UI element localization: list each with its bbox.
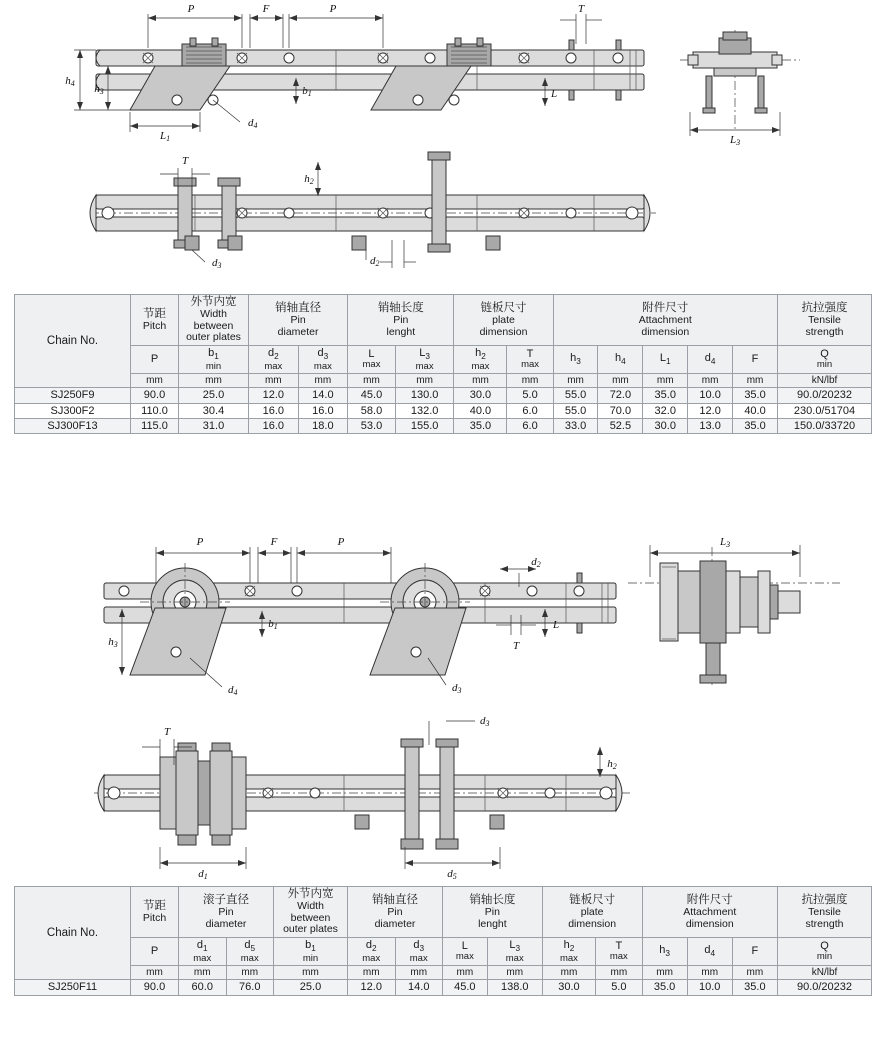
unit-l3: mm — [487, 966, 542, 980]
sym-t: T — [526, 348, 534, 361]
sym-l3: $L_3$ — [509, 939, 521, 954]
cell: 52.5 — [598, 418, 643, 433]
cell: 35.0 — [733, 388, 778, 403]
unit-d5: mm — [226, 966, 274, 980]
cell: 55.0 — [553, 403, 598, 418]
cell: 5.0 — [596, 980, 642, 995]
sym-p: P — [150, 353, 159, 366]
group-cn-tensile: 抗拉强度 — [801, 301, 848, 314]
sym-q: Q — [820, 348, 829, 361]
group-cn-pitch: 节距 — [143, 307, 166, 320]
cell: 40.0 — [733, 403, 778, 418]
unit-l3: mm — [395, 374, 454, 388]
unit-q: kN/lbf — [778, 374, 872, 388]
cell: 130.0 — [395, 388, 454, 403]
chain-no: SJ300F2 — [15, 403, 131, 418]
cell: 35.0 — [454, 418, 507, 433]
group-en-pin-dia-1: Pin — [387, 905, 403, 918]
cell: 90.0 — [131, 388, 179, 403]
svg-text:d5: d5 — [447, 868, 457, 880]
cell: 10.0 — [687, 980, 732, 995]
conveyor-chain-roller-attachment-drawing-bottom — [0, 525, 886, 880]
sym-h3: $h_3$ — [570, 352, 581, 367]
cell: 10.0 — [688, 388, 733, 403]
table-row — [15, 418, 872, 433]
group-en-width-1: Width — [200, 307, 227, 320]
svg-text:d3: d3 — [480, 715, 490, 728]
svg-text:L3: L3 — [729, 134, 741, 147]
unit-h2: mm — [542, 966, 595, 980]
svg-text:T: T — [512, 640, 520, 652]
svg-text:h2: h2 — [607, 758, 617, 771]
sym-l-q: max — [362, 359, 381, 371]
svg-text:h2: h2 — [304, 173, 314, 186]
cell: 53.0 — [348, 418, 396, 433]
cell: 40.0 — [454, 403, 507, 418]
cell: 30.0 — [542, 980, 595, 995]
cell: 55.0 — [553, 388, 598, 403]
unit-h2: mm — [454, 374, 507, 388]
table-row — [15, 403, 872, 418]
chain-no: SJ300F13 — [15, 418, 131, 433]
unit-h4: mm — [598, 374, 643, 388]
unit-f: mm — [732, 966, 777, 980]
sym-l3: $L_3$ — [419, 347, 430, 362]
sym-q-q: min — [816, 359, 833, 371]
group-en-pin-len-1: Pin — [484, 905, 500, 918]
sym-d2-q: max — [264, 360, 283, 372]
svg-text:F: F — [262, 3, 270, 15]
sym-b1-q: min — [205, 360, 222, 372]
sym-d3-q: max — [313, 360, 332, 372]
sym-l: L — [461, 940, 468, 953]
group-en-tensile-1: Tensile — [808, 313, 841, 326]
sym-b1: $b_1$ — [305, 939, 316, 954]
svg-text:d2: d2 — [531, 556, 541, 569]
svg-text:T: T — [181, 155, 189, 167]
cell: 72.0 — [598, 388, 643, 403]
group-en-width-3: outer plates — [283, 923, 338, 936]
cell: 35.0 — [642, 980, 687, 995]
sym-d1-q: max — [193, 952, 212, 964]
cell: 30.0 — [454, 388, 507, 403]
cell: 12.0 — [249, 388, 299, 403]
unit-p: mm — [131, 374, 179, 388]
svg-text:P: P — [337, 536, 345, 548]
svg-text:L: L — [552, 619, 560, 631]
group-en-attachment-1: Attachment — [683, 905, 737, 918]
cell: 70.0 — [598, 403, 643, 418]
unit-d3: mm — [298, 374, 348, 388]
sym-h2: $h_2$ — [563, 939, 575, 954]
sym-h2-q: max — [471, 360, 490, 372]
cell: 138.0 — [487, 980, 542, 995]
group-en-tensile-1: Tensile — [808, 905, 841, 918]
svg-text:d4: d4 — [248, 117, 258, 130]
group-en-pin-len-2: lenght — [478, 917, 507, 930]
sym-l1: $L_1$ — [659, 352, 671, 367]
unit-d1: mm — [179, 966, 227, 980]
group-en-plate-1: plate — [492, 313, 515, 326]
sym-q-q: min — [816, 951, 833, 963]
svg-text:h3: h3 — [94, 83, 104, 96]
cell: 60.0 — [179, 980, 227, 995]
unit-d3: mm — [395, 966, 443, 980]
group-cn-width: 外节内宽 — [190, 296, 237, 308]
group-en-tensile-2: strength — [805, 325, 844, 338]
group-en-roller-dia-2: diameter — [205, 917, 247, 930]
unit-h3: mm — [642, 966, 687, 980]
group-cn-roller-dia: 滚子直径 — [203, 893, 249, 906]
sym-h2: $h_2$ — [475, 347, 486, 362]
unit-l: mm — [348, 374, 396, 388]
sym-d3-q: max — [409, 952, 428, 964]
sym-b1-q: min — [302, 952, 319, 964]
cell: 115.0 — [131, 418, 179, 433]
cell: 35.0 — [732, 980, 777, 995]
group-cn-plate: 链板尺寸 — [569, 893, 616, 906]
sym-d2-q: max — [362, 952, 381, 964]
unit-l: mm — [443, 966, 488, 980]
sym-h3: $h_3$ — [659, 944, 670, 959]
cell: 35.0 — [733, 418, 778, 433]
cell: 32.0 — [643, 403, 688, 418]
cell: 16.0 — [298, 403, 348, 418]
sym-d1: $d_1$ — [196, 939, 208, 954]
chain-no-header: Chain No. — [15, 295, 131, 388]
svg-text:P: P — [329, 3, 337, 15]
sym-t: T — [615, 940, 623, 953]
unit-b1: mm — [274, 966, 348, 980]
unit-b1: mm — [179, 374, 249, 388]
group-en-pitch: Pitch — [142, 911, 167, 924]
sym-h2-q: max — [559, 952, 578, 964]
group-en-plate-2: dimension — [479, 325, 528, 338]
cell: 110.0 — [131, 403, 179, 418]
svg-text:P: P — [196, 536, 204, 548]
sym-d5: $d_5$ — [244, 939, 256, 954]
group-en-pin-dia-1: Pin — [290, 313, 306, 326]
unit-h3: mm — [553, 374, 598, 388]
svg-text:d1: d1 — [198, 868, 208, 880]
svg-text:d3: d3 — [212, 257, 222, 270]
cell: 30.0 — [643, 418, 688, 433]
cell: 230.0/51704 — [778, 403, 872, 418]
svg-text:d3: d3 — [452, 682, 462, 695]
cell: 18.0 — [298, 418, 348, 433]
cell: 58.0 — [348, 403, 396, 418]
sym-d2: $d_2$ — [365, 939, 377, 954]
chain-spec-table-top — [14, 294, 872, 434]
group-en-width-1: Width — [297, 899, 324, 912]
chain-no-header: Chain No. — [15, 887, 131, 980]
cell: 76.0 — [226, 980, 274, 995]
unit-t: mm — [596, 966, 642, 980]
svg-text:L1: L1 — [159, 130, 171, 143]
sym-d2: $d_2$ — [267, 347, 279, 362]
unit-d2: mm — [249, 374, 299, 388]
sym-l3-q: max — [415, 360, 434, 372]
group-cn-tensile: 抗拉强度 — [801, 893, 848, 906]
sym-t-q: max — [609, 951, 628, 963]
group-en-width-2: between — [193, 319, 234, 332]
sym-p: P — [150, 945, 159, 958]
group-cn-pin-len: 销轴长度 — [377, 301, 424, 314]
chain-no: SJ250F9 — [15, 388, 131, 403]
group-cn-pin-len: 销轴长度 — [469, 893, 516, 906]
sym-l: L — [368, 348, 375, 361]
group-en-pin-dia-2: diameter — [277, 325, 319, 338]
sym-f: F — [751, 353, 759, 366]
cell: 16.0 — [249, 403, 299, 418]
sym-d4: $d_4$ — [704, 352, 716, 367]
svg-text:L3: L3 — [719, 536, 731, 549]
unit-d4: mm — [687, 966, 732, 980]
group-en-plate-1: plate — [580, 905, 604, 918]
group-en-pin-dia-2: diameter — [374, 917, 416, 930]
cell: 33.0 — [553, 418, 598, 433]
sym-b1: $b_1$ — [208, 347, 219, 362]
group-en-width-2: between — [290, 911, 331, 924]
cell: 90.0 — [131, 980, 179, 995]
sym-f: F — [751, 945, 759, 958]
cell: 6.0 — [507, 418, 553, 433]
svg-text:T: T — [577, 3, 585, 15]
unit-f: mm — [733, 374, 778, 388]
sym-d3: $d_3$ — [413, 939, 425, 954]
cell: 14.0 — [298, 388, 348, 403]
cell: 12.0 — [688, 403, 733, 418]
cell: 155.0 — [395, 418, 454, 433]
svg-text:L: L — [550, 88, 558, 100]
svg-text:d4: d4 — [228, 684, 238, 697]
sym-h4: $h_4$ — [615, 352, 626, 367]
svg-text:F: F — [270, 536, 278, 548]
sym-d3: $d_3$ — [317, 347, 329, 362]
svg-text:T: T — [163, 726, 171, 738]
cell: 25.0 — [274, 980, 348, 995]
group-en-plate-2: dimension — [568, 917, 617, 930]
cell: 16.0 — [249, 418, 299, 433]
cell: 12.0 — [348, 980, 396, 995]
chain-spec-table-bottom — [14, 886, 872, 996]
sym-l3-q: max — [505, 952, 524, 964]
sym-q: Q — [820, 940, 829, 953]
group-en-attachment-2: dimension — [641, 325, 690, 338]
table-row — [15, 388, 872, 403]
cell: 30.4 — [179, 403, 249, 418]
svg-text:h3: h3 — [108, 636, 118, 649]
group-en-pin-len-2: lenght — [386, 325, 416, 338]
group-en-pin-len-1: Pin — [393, 313, 409, 326]
cell: 31.0 — [179, 418, 249, 433]
svg-text:h4: h4 — [65, 75, 75, 88]
sym-l-q: max — [455, 951, 474, 963]
group-cn-attachment: 附件尺寸 — [686, 893, 733, 906]
cell: 35.0 — [643, 388, 688, 403]
cell: 45.0 — [348, 388, 396, 403]
cell: 45.0 — [443, 980, 488, 995]
group-cn-pin-dia: 销轴直径 — [372, 893, 418, 906]
cell: 90.0/20232 — [778, 980, 872, 995]
cell: 6.0 — [507, 403, 553, 418]
cell: 150.0/33720 — [778, 418, 872, 433]
conveyor-chain-attachment-drawing-top — [0, 0, 886, 290]
group-en-width-3: outer plates — [186, 331, 241, 344]
cell: 132.0 — [395, 403, 454, 418]
group-en-roller-dia-1: Pin — [218, 905, 234, 918]
group-en-pitch: Pitch — [142, 319, 167, 332]
svg-text:b1: b1 — [302, 85, 312, 98]
group-en-tensile-2: strength — [805, 917, 844, 930]
sym-d4: $d_4$ — [704, 944, 716, 959]
group-en-attachment-1: Attachment — [638, 313, 692, 326]
group-en-attachment-2: dimension — [685, 917, 734, 930]
group-cn-pin-dia: 销轴直径 — [275, 301, 322, 314]
cell: 5.0 — [507, 388, 553, 403]
svg-text:P: P — [187, 3, 195, 15]
cell: 90.0/20232 — [778, 388, 872, 403]
group-cn-plate: 链板尺寸 — [480, 301, 527, 314]
unit-d4: mm — [688, 374, 733, 388]
unit-d2: mm — [348, 966, 396, 980]
unit-p: mm — [131, 966, 179, 980]
sym-d5-q: max — [240, 952, 259, 964]
unit-t: mm — [507, 374, 553, 388]
cell: 13.0 — [688, 418, 733, 433]
chain-no: SJ250F11 — [15, 980, 131, 995]
cell: 25.0 — [179, 388, 249, 403]
group-cn-attachment: 附件尺寸 — [642, 301, 689, 314]
svg-text:d2: d2 — [370, 255, 380, 268]
unit-l1: mm — [643, 374, 688, 388]
svg-text:b1: b1 — [268, 618, 278, 631]
group-cn-width: 外节内宽 — [287, 888, 334, 900]
sym-t-q: max — [521, 359, 540, 371]
unit-q: kN/lbf — [778, 966, 872, 980]
table-row — [15, 980, 872, 995]
group-cn-pitch: 节距 — [143, 899, 166, 912]
cell: 14.0 — [395, 980, 443, 995]
